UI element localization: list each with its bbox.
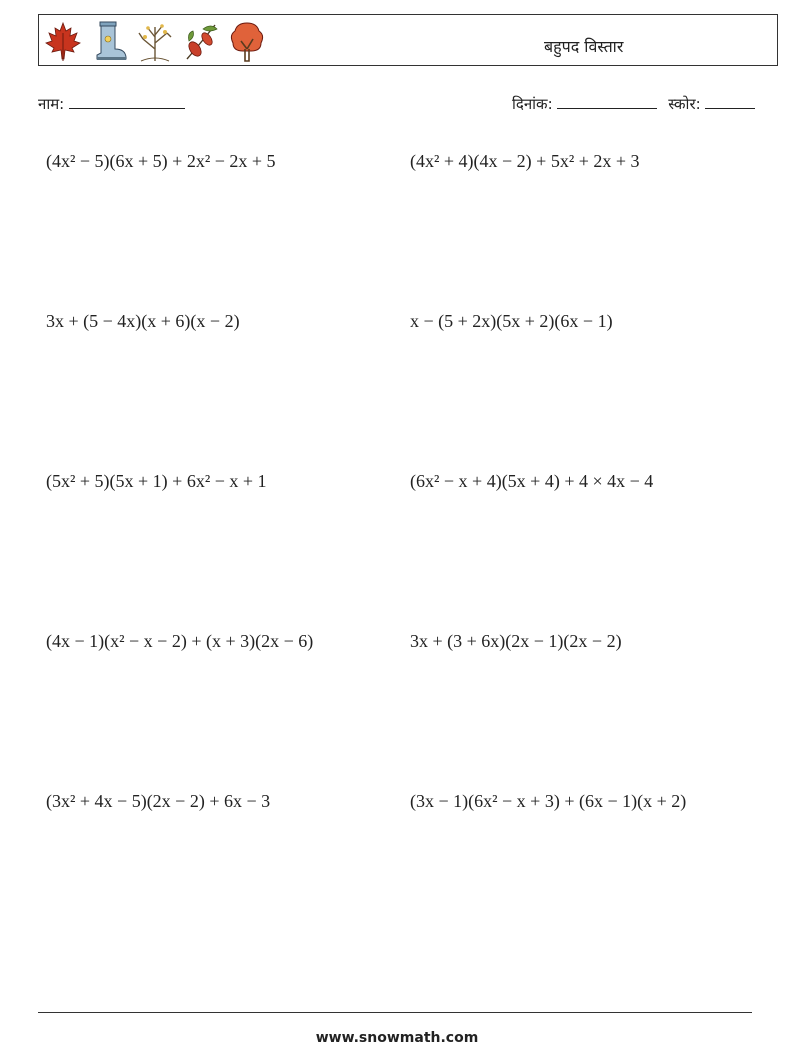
footer-url[interactable]: www.snowmath.com: [315, 1030, 479, 1046]
worksheet-title: बहुपद विस्तार: [544, 37, 624, 56]
problem-4: x − (5 + 2x)(5x + 2)(6x − 1): [410, 311, 613, 331]
date-blank: [557, 94, 657, 109]
problem-3: 3x + (5 − 4x)(x + 6)(x − 2): [46, 311, 240, 331]
name-field: [38, 94, 185, 114]
header-icons: [43, 19, 267, 63]
problem-7: (4x − 1)(x² − x − 2) + (x + 3)(2x − 6): [46, 631, 314, 651]
score-label: स्कोर:: [668, 95, 701, 113]
problem-10: (3x − 1)(6x² − x + 3) + (6x − 1)(x + 2): [410, 791, 687, 811]
rosehip-icon: [181, 19, 221, 63]
branch-icon: [135, 19, 175, 63]
name-label: नाम:: [38, 95, 65, 113]
rain-boot-icon: [89, 19, 129, 63]
worksheet-header: [38, 14, 778, 66]
maple-leaf-icon: [43, 19, 83, 63]
name-blank: [69, 94, 185, 109]
autumn-tree-icon: [227, 19, 267, 63]
date-score-field: [512, 94, 755, 114]
footer-divider: [38, 1012, 752, 1013]
problem-1: (4x² − 5)(6x + 5) + 2x² − 2x + 5: [46, 151, 276, 171]
problem-9: (3x² + 4x − 5)(2x − 2) + 6x − 3: [46, 791, 271, 811]
problem-8: 3x + (3 + 6x)(2x − 1)(2x − 2): [410, 631, 622, 651]
date-label: दिनांक:: [512, 95, 553, 113]
problem-2: (4x² + 4)(4x − 2) + 5x² + 2x + 3: [410, 151, 640, 171]
problem-6: (6x² − x + 4)(5x + 4) + 4 × 4x − 4: [410, 471, 654, 491]
score-blank: [705, 94, 755, 109]
problem-5: (5x² + 5)(5x + 1) + 6x² − x + 1: [46, 471, 267, 491]
